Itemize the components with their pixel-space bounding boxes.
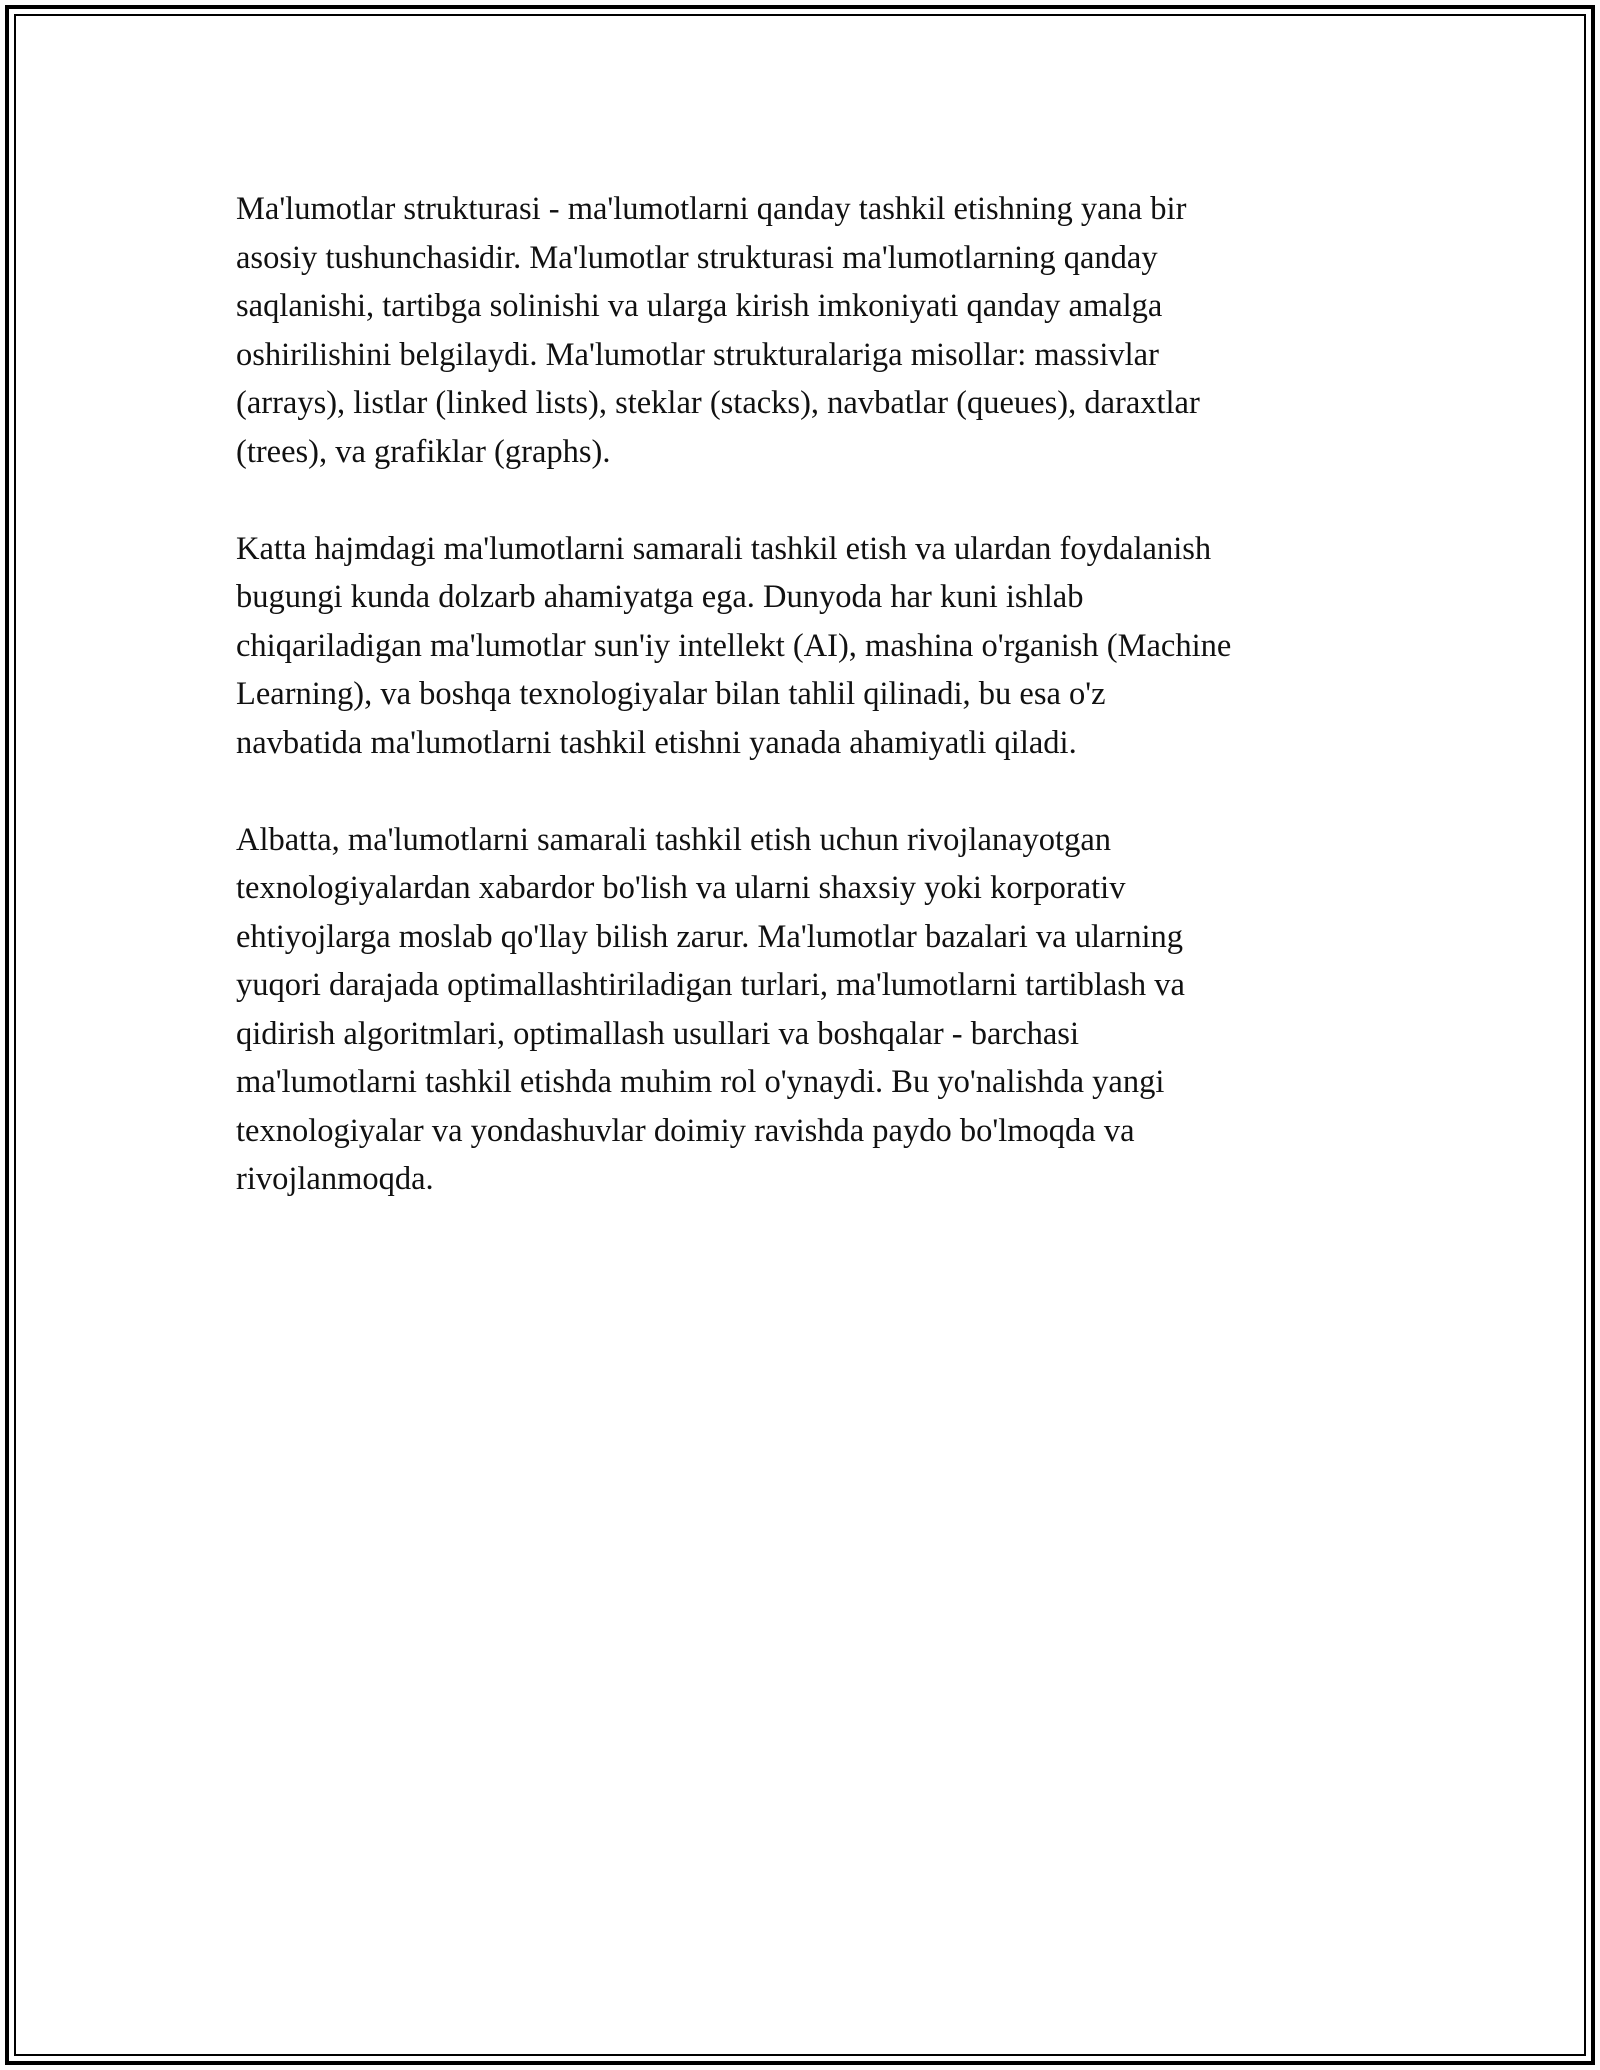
document-body [236, 185, 1366, 1252]
paragraph-data-structures: Ma'lumotlar strukturasi - ma'lumotlarni qanday tashkil etishning yana bir asosiy tushunchasidir. Ma'lumotlar strukturasi ma'lumotlarning qanday saqlanishi, tartibga solinishi va ularga kirish imkoniyati qanday amalga oshirilishini belgilaydi. Ma'lumotlar strukturalariga misollar: massivlar (arrays), listlar (linked lists), steklar (stacks), navbatlar (queues), daraxtlar (trees), va grafiklar (graphs). [236, 191, 1200, 470]
paragraph-technologies: Albatta, ma'lumotlarni samarali tashkil etish uchun rivojlanayotgan texnologiyalardan xabardor bo'lish va ularni shaxsiy yoki korporativ ehtiyojlarga moslab qo'llay bilish zarur. Ma'lumotlar bazalari va ularning yuqori darajada optimallashtiriladigan turlari, ma'lumotlarni tartiblash va qidirish algoritmlari, optimallash usullari va boshqalar - barchasi ma'lumotlarni tashkil etishda muhim rol o'ynaydi. Bu yo'nalishda yangi texnologiyalar va yondashuvlar doimiy ravishda paydo bo'lmoqda va rivojlanmoqda. [236, 821, 1185, 1197]
paragraph-big-data: Katta hajmdagi ma'lumotlarni samarali tashkil etish va ulardan foydalanish bugungi kunda dolzarb ahamiyatga ega. Dunyoda har kuni ishlab chiqariladigan ma'lumotlar sun'iy intellekt (AI), mashina o'rganish (Machine Learning), va boshqa texnologiyalar bilan tahlil qilinadi, bu esa o'z navbatida ma'lumotlarni tashkil etishni yanada ahamiyatli qiladi. [236, 530, 1232, 761]
